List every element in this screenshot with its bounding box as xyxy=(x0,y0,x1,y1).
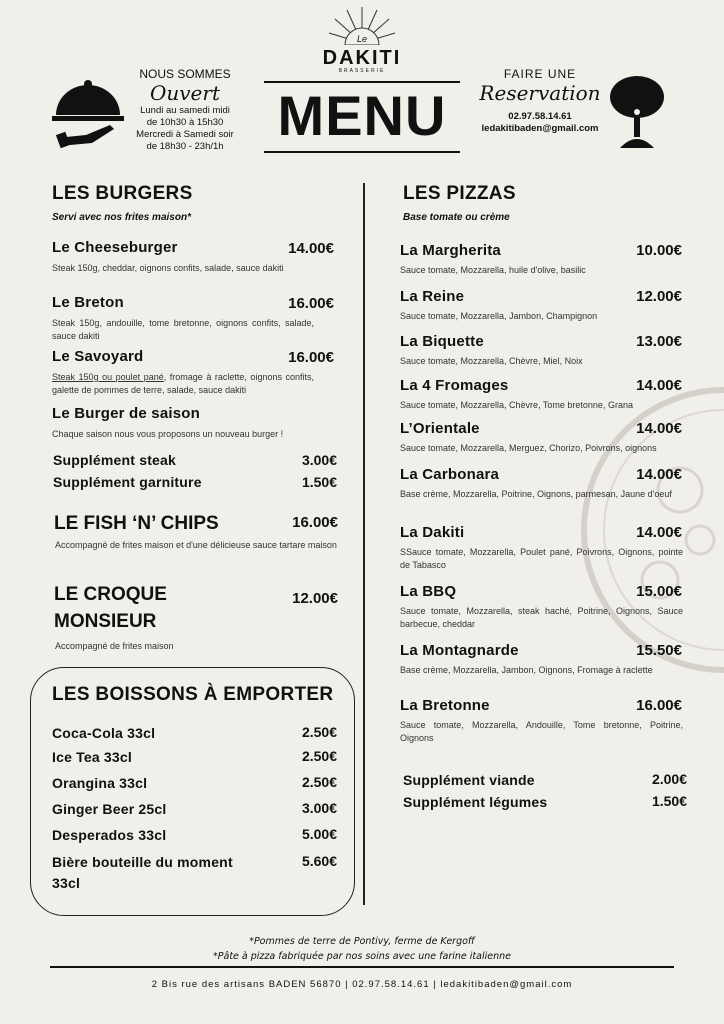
menu-item-desc-underlined: Steak 150g ou poulet pané xyxy=(52,372,164,382)
menu-item-price: 10.00€ xyxy=(636,242,682,259)
tree-heart-icon xyxy=(610,75,665,150)
menu-item-name: L’Orientale xyxy=(400,420,480,437)
drink-name: Orangina 33cl xyxy=(52,775,148,791)
footer-contact: 2 Bis rue des artisans BADEN 56870 | 02.97.58.14.61 | ledakitibaden@gmail.com xyxy=(151,979,573,990)
reservation-info xyxy=(470,67,610,135)
menu-item-desc: Sauce tomate, Mozzarella, Jambon, Champignon xyxy=(400,311,598,321)
drink-name: Ginger Beer 25cl xyxy=(52,801,167,817)
menu-item-price: 15.50€ xyxy=(636,642,682,659)
menu-item-price: 14.00€ xyxy=(636,377,682,394)
page-title: MENU xyxy=(277,84,447,147)
croque-price: 12.00€ xyxy=(292,590,338,607)
menu-item-price: 13.00€ xyxy=(636,333,682,350)
menu-item-price: 14.00€ xyxy=(288,240,334,257)
menu-item-price: 16.00€ xyxy=(288,349,334,366)
croque-desc: Accompagné de frites maison xyxy=(55,641,174,651)
menu-item-name: Le Savoyard xyxy=(52,348,144,365)
reservation-heading: FAIRE UNE xyxy=(503,67,577,81)
menu-item-price: 16.00€ xyxy=(288,295,334,312)
drink-name: Desperados 33cl xyxy=(52,827,167,843)
menu-item-desc: Sauce tomate, Mozzarella, huile d'olive, basilic xyxy=(400,265,586,275)
logo-tagline: BRASSERIE xyxy=(338,68,386,74)
menu-item-price: 15.00€ xyxy=(636,583,682,600)
menu-item-desc: Sauce tomate, Mozzarella, Chèvre, Miel, Noix xyxy=(400,356,583,366)
supplement-name: Supplément garniture xyxy=(53,474,202,490)
logo xyxy=(312,5,412,74)
hours-heading: NOUS SOMMES xyxy=(139,67,231,81)
menu-item-desc: Sauce tomate, Mozzarella, Chèvre, Tome bretonne, Grana xyxy=(400,400,633,410)
menu-item-desc-text: , fromage à raclette, oignons confits, galette de pommes de terre, salade, sauce dakiti xyxy=(52,372,315,395)
burgers-title: LES BURGERS xyxy=(52,183,193,204)
supplement-name: Supplément viande xyxy=(403,772,535,788)
menu-item-desc xyxy=(52,428,314,441)
opening-hours xyxy=(125,67,245,153)
supplement-price: 2.00€ xyxy=(651,771,687,787)
menu-item-price: 12.00€ xyxy=(636,288,682,305)
supplement-price: 1.50€ xyxy=(301,474,337,490)
fish-price: 16.00€ xyxy=(292,514,338,531)
menu-item-desc xyxy=(52,371,314,396)
menu-item-price: 14.00€ xyxy=(636,466,682,483)
menu-item-name: La Montagnarde xyxy=(400,642,519,659)
menu-item-desc-text: Steak 150g, andouille, tome bretonne, oignons confits, salade, sauce dakiti xyxy=(52,318,314,341)
menu-item-price: 14.00€ xyxy=(636,420,682,437)
menu-item-name: La Dakiti xyxy=(400,524,465,541)
menu-item-name: La 4 Fromages xyxy=(400,377,509,394)
divider xyxy=(50,966,674,968)
menu-item-name: La Carbonara xyxy=(400,466,500,483)
menu-item-desc: Base crème, Mozzarella, Poitrine, Oignons, parmesan, Jaune d'oeuf xyxy=(400,489,672,499)
menu-item-desc: SSauce tomate, Mozzarella, Poulet pané, Poivrons, Oignons, pointe de Tabasco xyxy=(400,547,683,570)
menu-item-price: 16.00€ xyxy=(636,697,682,714)
menu-item-desc xyxy=(52,262,314,275)
supplement-price: 1.50€ xyxy=(651,793,687,809)
croque-title-1: LE CROQUE xyxy=(54,584,167,605)
menu-item-desc-text: Steak 150g, cheddar, oignons confits, salade, sauce dakiti xyxy=(52,263,284,273)
hours-line: de 18h30 - 23h/1h xyxy=(146,141,224,152)
burgers-subtitle: Servi avec nos frites maison* xyxy=(52,212,191,223)
reservation-email[interactable]: ledakitibaden@gmail.com xyxy=(481,123,599,134)
hours-line: Mercredi à Samedi soir xyxy=(136,129,234,140)
menu-item-name: Le Cheeseburger xyxy=(52,239,178,256)
drink-price: 3.00€ xyxy=(301,800,337,816)
supplement-name: Supplément légumes xyxy=(403,794,548,810)
reservation-script: Reservation xyxy=(479,81,601,105)
drinks-title: LES BOISSONS À EMPORTER xyxy=(52,684,334,705)
drink-price: 2.50€ xyxy=(301,724,337,740)
menu-item-name: La Biquette xyxy=(400,333,484,350)
menu-item-name: La BBQ xyxy=(400,583,457,600)
column-divider xyxy=(363,183,365,905)
menu-item-name: La Margherita xyxy=(400,242,501,259)
menu-item-name: La Reine xyxy=(400,288,465,305)
menu-item-desc: Sauce tomate, Mozzarella, Merguez, Chorizo, Poivrons, oignons xyxy=(400,443,657,453)
drink-price: 5.00€ xyxy=(301,826,337,842)
fish-title: LE FISH ‘N’ CHIPS xyxy=(54,513,219,534)
drink-name: Bière bouteille du moment 33cl xyxy=(52,854,233,891)
menu-item-name: La Bretonne xyxy=(400,697,490,714)
menu-item-desc-text: Chaque saison nous vous proposons un nouveau burger ! xyxy=(52,429,284,439)
divider xyxy=(264,81,460,83)
fish-desc: Accompagné de frites maison et d'une délicieuse sauce tartare maison xyxy=(55,540,337,550)
menu-item-name: Le Breton xyxy=(52,294,124,311)
reservation-phone[interactable]: 02.97.58.14.61 xyxy=(508,111,572,122)
hours-line: de 10h30 à 15h30 xyxy=(146,117,224,128)
menu-item-name: Le Burger de saison xyxy=(52,405,201,422)
logo-name: DAKITI xyxy=(322,47,402,69)
pizzas-subtitle: Base tomate ou crème xyxy=(403,212,510,223)
supplement-price: 3.00€ xyxy=(301,452,337,468)
drink-price: 2.50€ xyxy=(301,774,337,790)
supplement-name: Supplément steak xyxy=(53,452,177,468)
pizzas-title: LES PIZZAS xyxy=(403,183,516,204)
drink-name: Coca-Cola 33cl xyxy=(52,725,156,741)
menu-item-desc xyxy=(52,317,314,342)
menu-item-desc: Sauce tomate, Mozzarella, steak haché, Poitrine, Oignons, Sauce barbecue, cheddar xyxy=(400,606,683,629)
footnotes xyxy=(0,934,724,964)
footnote: *Pâte à pizza fabriquée par nos soins avec une farine italienne xyxy=(213,951,511,962)
hours-script: Ouvert xyxy=(149,81,220,105)
drink-price: 5.60€ xyxy=(301,853,337,869)
footnote: *Pommes de terre de Pontivy, ferme de Kergoff xyxy=(249,936,475,947)
logo-small-text: Le xyxy=(356,34,368,44)
divider xyxy=(264,151,460,153)
menu-item-price: 14.00€ xyxy=(636,524,682,541)
drink-name: Ice Tea 33cl xyxy=(52,749,132,765)
hours-line: Lundi au samedi midi xyxy=(140,105,230,116)
cloche-hand-icon xyxy=(52,75,124,150)
menu-item-desc: Sauce tomate, Mozzarella, Andouille, Tome bretonne, Poitrine, Oignons xyxy=(400,720,683,743)
drink-price: 2.50€ xyxy=(301,748,337,764)
croque-title-2: MONSIEUR xyxy=(54,611,157,632)
menu-item-desc: Base crème, Mozzarella, Jambon, Oignons, Fromage à raclette xyxy=(400,665,653,675)
sunburst-icon xyxy=(327,5,397,45)
